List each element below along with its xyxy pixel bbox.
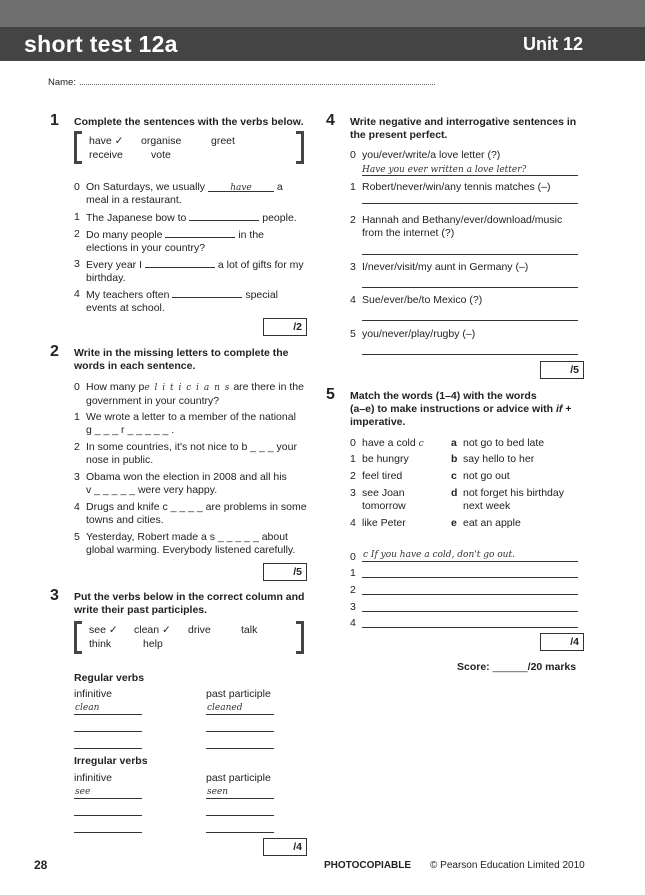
q4-line-5[interactable] bbox=[362, 354, 578, 355]
irr-inf-line-0[interactable] bbox=[74, 798, 142, 799]
page-number: 28 bbox=[34, 858, 48, 872]
q3-word: help bbox=[143, 638, 163, 650]
top-strip bbox=[0, 0, 645, 27]
irr-pp-line-0[interactable] bbox=[206, 798, 274, 799]
q4-line-2[interactable] bbox=[362, 254, 578, 255]
q3-bracket-right bbox=[296, 621, 304, 654]
title-bar bbox=[0, 27, 645, 61]
q5-line-1[interactable] bbox=[362, 577, 578, 578]
q4-score-box[interactable]: /5 bbox=[540, 361, 584, 379]
total-score[interactable]: Score: ______/20 marks bbox=[457, 661, 577, 673]
q1-word: organise bbox=[141, 135, 182, 147]
q1-score-box[interactable]: /2 bbox=[263, 318, 307, 336]
q5-right-a: a not go to bed late bbox=[451, 437, 545, 449]
irregular-col-pp: past participle bbox=[206, 772, 271, 784]
q3-number: 3 bbox=[50, 587, 59, 604]
q2-number: 2 bbox=[50, 343, 59, 360]
q5-answer-num-0: 0 bbox=[350, 551, 356, 563]
q3-score-box[interactable]: /4 bbox=[263, 838, 307, 856]
regular-col-infinitive: infinitive bbox=[74, 688, 112, 700]
q4-item-5: 5 you/never/play/rugby (–) bbox=[350, 328, 476, 340]
q5-answer-0: c If you have a cold, don't go out. bbox=[363, 550, 515, 560]
q4-item-3: 3 I/never/visit/my aunt in Germany (–) bbox=[350, 261, 529, 273]
q5-left-0: 0 have a cold c bbox=[350, 437, 424, 449]
q5-left-4: 4 like Peter bbox=[350, 517, 406, 529]
reg-pp-line-1[interactable] bbox=[206, 731, 274, 732]
q1-bracket-left bbox=[74, 131, 82, 164]
q5-line-2[interactable] bbox=[362, 594, 578, 595]
q1-blank-3[interactable] bbox=[145, 258, 215, 268]
q4-item-0: 0 you/ever/write/a love letter (?) bbox=[350, 149, 501, 161]
q3-word: see ✓ bbox=[89, 624, 118, 636]
q1-bracket-right bbox=[296, 131, 304, 164]
irr-pp-answer: seen bbox=[207, 787, 229, 797]
q1-number: 1 bbox=[50, 112, 59, 129]
irregular-verbs-title: Irregular verbs bbox=[74, 755, 148, 767]
reg-inf-line-1[interactable] bbox=[74, 731, 142, 732]
q5-answer-num-2: 2 bbox=[350, 584, 356, 596]
q1-word: greet bbox=[211, 135, 235, 147]
q4-item-2: 2 Hannah and Bethany/ever/download/music from the internet (?) bbox=[350, 214, 563, 239]
q4-number: 4 bbox=[326, 112, 335, 129]
reg-inf-line-0[interactable] bbox=[74, 714, 142, 715]
q1-item-0: 0 On Saturdays, we usually have a meal in a restaurant. bbox=[74, 181, 283, 206]
q1-word: have ✓ bbox=[89, 135, 124, 147]
q1-item-2: 2 Do many people in the elections in your country? bbox=[74, 228, 264, 254]
q1-instruction: Complete the sentences with the verbs below. bbox=[74, 116, 304, 128]
q1-word: receive bbox=[89, 149, 123, 161]
q2-item-5: 5 Yesterday, Robert made a s _ _ _ _ _ about global warming. Everybody listened carefully. bbox=[74, 531, 296, 556]
reg-inf-line-2[interactable] bbox=[74, 748, 142, 749]
q5-instruction: Match the words (1–4) with the words (a–e) to make instructions or advice with if + imperative. bbox=[350, 390, 572, 428]
q4-item-4: 4 Sue/ever/be/to Mexico (?) bbox=[350, 294, 483, 306]
q2-item-1: 1 We wrote a letter to a member of the national g _ _ _ r _ _ _ _ _ . bbox=[74, 411, 296, 436]
q5-line-4[interactable] bbox=[362, 627, 578, 628]
q1-item-3: 3 Every year I a lot of gifts for my birthday. bbox=[74, 258, 304, 284]
q5-right-d: d not forget his birthday next week bbox=[451, 487, 564, 512]
q2-item-0: 0 How many pe l i t i c i a n s are there in the government in your country? bbox=[74, 381, 304, 407]
q5-left-3: 3 see Joan tomorrow bbox=[350, 487, 406, 512]
regular-verbs-title: Regular verbs bbox=[74, 672, 145, 684]
q4-line-3[interactable] bbox=[362, 287, 578, 288]
q5-line-0[interactable] bbox=[362, 561, 578, 562]
q3-word: drive bbox=[188, 624, 211, 636]
q4-line-0[interactable] bbox=[362, 175, 578, 176]
q1-blank-4[interactable] bbox=[172, 288, 242, 298]
unit-label: Unit 12 bbox=[522, 34, 583, 54]
name-field[interactable]: Name: bbox=[48, 77, 435, 88]
reg-pp-answer: cleaned bbox=[207, 703, 243, 713]
q1-item-4: 4 My teachers often special events at school. bbox=[74, 288, 278, 314]
q3-bracket-left bbox=[74, 621, 82, 654]
q2-item-4: 4 Drugs and knife c _ _ _ _ are problems in some towns and cities. bbox=[74, 501, 307, 526]
q5-right-b: b say hello to her bbox=[451, 453, 535, 465]
q5-left-answer-0: c bbox=[418, 439, 424, 449]
q4-line-4[interactable] bbox=[362, 320, 578, 321]
irregular-col-infinitive: infinitive bbox=[74, 772, 112, 784]
q4-answer-0: Have you ever written a love letter? bbox=[362, 165, 527, 175]
q2-score-box[interactable]: /5 bbox=[263, 563, 307, 581]
q2-answer-0: e l i t i c i a n s bbox=[144, 383, 231, 393]
q5-right-e: e eat an apple bbox=[451, 517, 521, 529]
q4-line-1[interactable] bbox=[362, 203, 578, 204]
q1-word: vote bbox=[151, 149, 171, 161]
q3-instruction: Put the verbs below in the correct column and write their past participles. bbox=[74, 591, 305, 616]
q5-number: 5 bbox=[326, 386, 335, 403]
irr-pp-line-2[interactable] bbox=[206, 832, 274, 833]
q2-item-2: 2 In some countries, it's not nice to b _ _ _ your nose in public. bbox=[74, 441, 297, 466]
irr-pp-line-1[interactable] bbox=[206, 815, 274, 816]
reg-inf-answer: clean bbox=[75, 703, 100, 713]
q3-word: clean ✓ bbox=[134, 624, 171, 636]
q3-word: think bbox=[89, 638, 112, 650]
q5-left-1: 1 be hungry bbox=[350, 453, 409, 465]
reg-pp-line-0[interactable] bbox=[206, 714, 274, 715]
regular-col-pp: past participle bbox=[206, 688, 271, 700]
q2-item-3: 3 Obama won the election in 2008 and all his v _ _ _ _ _ were very happy. bbox=[74, 471, 287, 496]
copyright: © Pearson Education Limited 2010 bbox=[430, 860, 585, 871]
photocopiable-label: PHOTOCOPIABLE bbox=[324, 860, 412, 871]
test-title: short test 12a bbox=[24, 31, 178, 57]
q5-left-2: 2 feel tired bbox=[350, 470, 403, 482]
irr-inf-line-2[interactable] bbox=[74, 832, 142, 833]
q5-right-c: c not go out bbox=[451, 470, 510, 482]
q1-blank-2[interactable] bbox=[165, 228, 235, 238]
reg-pp-line-2[interactable] bbox=[206, 748, 274, 749]
q5-answer-num-1: 1 bbox=[350, 567, 356, 579]
q5-answer-num-3: 3 bbox=[350, 601, 356, 613]
q3-word: talk bbox=[241, 624, 258, 636]
q2-instruction: Write in the missing letters to complete the words in each sentence. bbox=[74, 347, 289, 372]
q4-instruction: Write negative and interrogative sentences in the present perfect. bbox=[350, 116, 577, 141]
q5-line-3[interactable] bbox=[362, 611, 578, 612]
q5-score-box[interactable]: /4 bbox=[540, 633, 584, 651]
irr-inf-answer: see bbox=[75, 787, 91, 797]
q5-answer-num-4: 4 bbox=[350, 617, 356, 629]
q1-item-1: 1 The Japanese bow to people. bbox=[74, 211, 297, 224]
q1-answer-0: have bbox=[208, 182, 274, 192]
q1-blank-1[interactable] bbox=[189, 211, 259, 221]
q4-item-1: 1 Robert/never/win/any tennis matches (–) bbox=[350, 181, 551, 193]
irr-inf-line-1[interactable] bbox=[74, 815, 142, 816]
